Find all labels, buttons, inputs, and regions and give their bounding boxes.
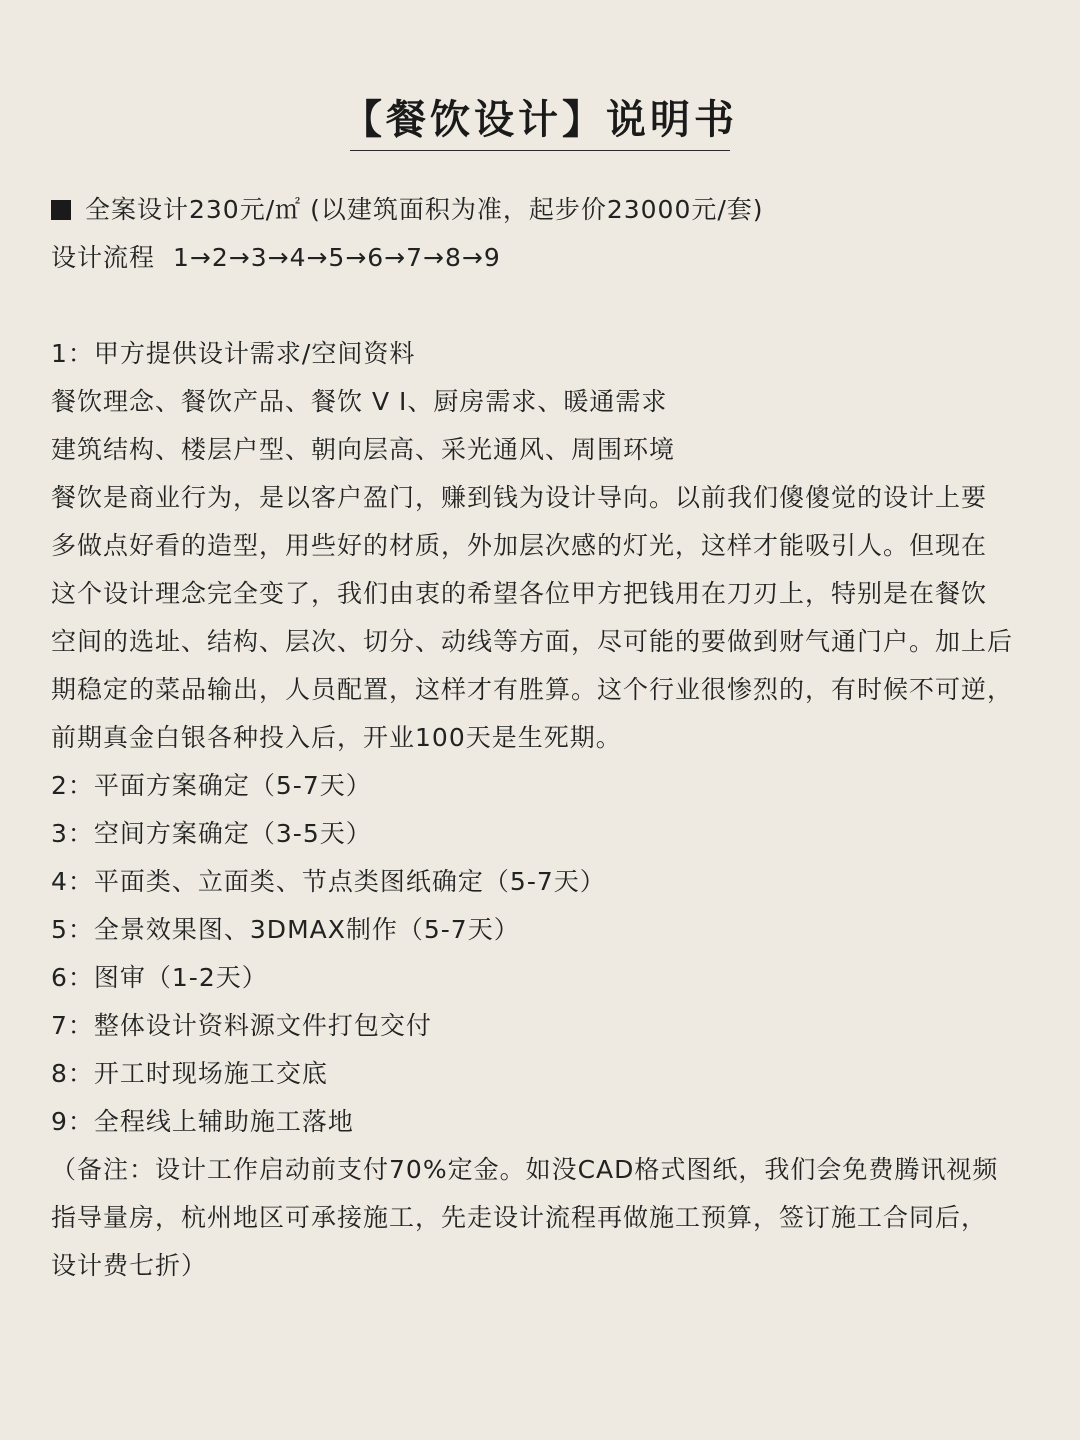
- paragraph-line: 期稳定的菜品输出，人员配置，这样才有胜算。这个行业很惨烈的，有时候不可逆，: [51, 675, 1014, 704]
- note-block: [51, 1146, 1041, 1290]
- step-item: 3：空间方案确定（3-5天）: [51, 819, 372, 848]
- step1-requirements-line: 餐饮理念、餐饮产品、餐饮 V I、厨房需求、暖通需求: [51, 387, 668, 416]
- flow-label: 设计流程: [51, 243, 156, 272]
- square-bullet-icon: [51, 200, 71, 220]
- step-item: 4：平面类、立面类、节点类图纸确定（5-7天）: [51, 867, 606, 896]
- paragraph-line: 餐饮是商业行为，是以客户盈门，赚到钱为设计导向。以前我们傻傻觉的设计上要: [51, 483, 988, 512]
- title-underline: [350, 150, 730, 151]
- paragraph-line: 这个设计理念完全变了，我们由衷的希望各位甲方把钱用在刀刃上，特别是在餐饮: [51, 579, 988, 608]
- note-line: 指导量房，杭州地区可承接施工，先走设计流程再做施工预算，签订施工合同后，: [51, 1203, 988, 1232]
- pricing-line: [51, 186, 1041, 234]
- step-item: 8：开工时现场施工交底: [51, 1059, 328, 1088]
- content-body: [51, 186, 1041, 1290]
- flow-steps: 1→2→3→4→5→6→7→8→9: [173, 243, 501, 272]
- title-block: [0, 92, 1080, 148]
- paragraph-line: 前期真金白银各种投入后，开业100天是生死期。: [51, 723, 622, 752]
- note-line: （备注：设计工作启动前支付70%定金。如没CAD格式图纸，我们会免费腾讯视频: [51, 1155, 999, 1184]
- spacer: [51, 282, 1041, 330]
- step-item: 2：平面方案确定（5-7天）: [51, 771, 372, 800]
- pricing-text: 全案设计230元/㎡ (以建筑面积为准，起步价23000元/套): [85, 195, 764, 224]
- step1-paragraph: [51, 474, 1041, 762]
- flow-line: [51, 234, 1041, 282]
- paragraph-line: 空间的选址、结构、层次、切分、动线等方面，尽可能的要做到财气通门户。加上后: [51, 627, 1014, 656]
- step-list: [51, 762, 1041, 1146]
- step-item: 6：图审（1-2天）: [51, 963, 268, 992]
- step-item: 9：全程线上辅助施工落地: [51, 1107, 354, 1136]
- note-line: 设计费七折）: [51, 1251, 208, 1280]
- paragraph-line: 多做点好看的造型，用些好的材质，外加层次感的灯光，这样才能吸引人。但现在: [51, 531, 988, 560]
- step-item: 5：全景效果图、3DMAX制作（5-7天）: [51, 915, 520, 944]
- page-title: 【餐饮设计】说明书: [342, 97, 738, 143]
- step1-heading: 1：甲方提供设计需求/空间资料: [51, 339, 416, 368]
- step1-space-info-line: 建筑结构、楼层户型、朝向层高、采光通风、周围环境: [51, 435, 676, 464]
- step-item: 7：整体设计资料源文件打包交付: [51, 1011, 432, 1040]
